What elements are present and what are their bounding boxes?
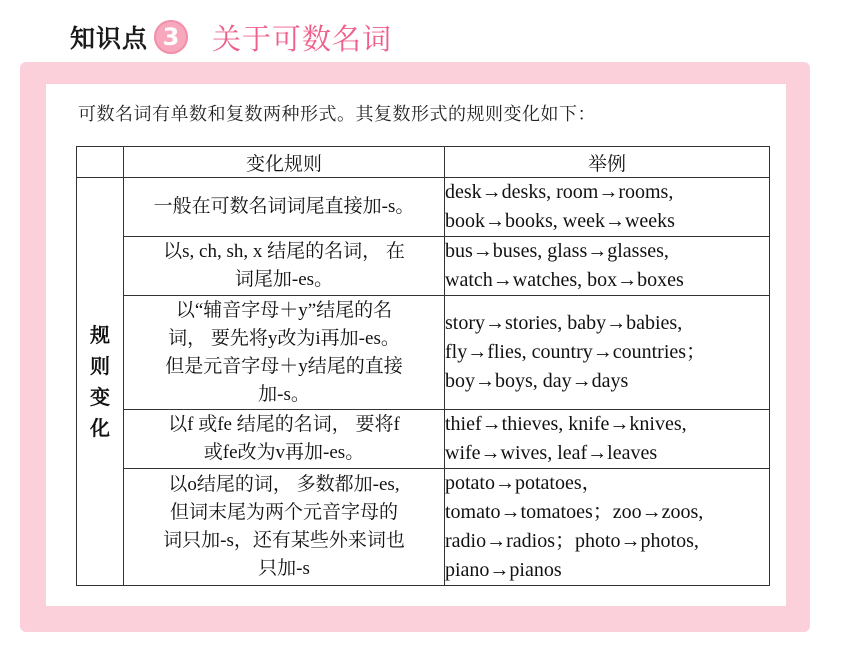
rule-line: 但是元音字母＋y结尾的直接: [165, 355, 403, 377]
rule-line: 或fe改为v再加-es。: [203, 442, 365, 463]
example-cell: [445, 469, 770, 586]
rule-line: 只加-s: [258, 558, 310, 579]
rule-line: 以s, ch, sh, x 结尾的名词， 在: [163, 241, 405, 262]
rule-cell: [124, 410, 445, 469]
example-cell: [445, 178, 770, 237]
table-header-row: [77, 147, 770, 178]
side-label-char: 变: [90, 384, 110, 409]
example-cell: [445, 296, 770, 410]
example-line: wife→wives, leaf→leaves: [445, 442, 658, 464]
side-label-regular-changes: [77, 178, 124, 586]
rule-line: 加-s。: [258, 383, 310, 405]
example-line: fly→flies, country→countries；: [445, 341, 707, 363]
table-row: [77, 296, 770, 410]
example-line: potato→potatoes，: [445, 472, 602, 494]
example-line: desk→desks, room→rooms,: [445, 181, 674, 203]
table-row: [77, 178, 770, 237]
rule-cell: [124, 237, 445, 296]
example-line: piano→pianos: [445, 559, 562, 581]
example-line: tomato→tomatoes；zoo→zoos,: [445, 501, 704, 523]
knowledge-point-label: 知识点: [70, 24, 149, 53]
example-cell: [445, 237, 770, 296]
rule-line: 词尾加-es。: [234, 269, 334, 290]
plural-rules-table: [76, 146, 770, 586]
rule-cell: [124, 178, 445, 237]
rule-line: 词只加-s，还有某些外来词也: [163, 530, 405, 551]
rule-cell: [124, 469, 445, 586]
table-row: [77, 410, 770, 469]
rule-line: 以“辅音字母＋y”结尾的名: [175, 299, 393, 321]
example-line: bus→buses, glass→glasses,: [445, 240, 669, 262]
side-label-char: 化: [90, 415, 110, 440]
example-line: story→stories, baby→babies,: [445, 312, 683, 334]
header-cell-empty: [77, 147, 124, 178]
table-row: [77, 469, 770, 586]
rule-line: 一般在可数名词词尾直接加-s。: [153, 196, 415, 217]
example-line: book→books, week→weeks: [445, 210, 675, 232]
example-cell: [445, 410, 770, 469]
example-line: thief→thieves, knife→knives,: [445, 413, 687, 435]
rule-line: 以f 或fe 结尾的名词， 要将f: [168, 414, 400, 435]
header-cell-rule: 变化规则: [124, 147, 445, 178]
table-row: [77, 237, 770, 296]
section-title: 关于可数名词: [212, 21, 393, 56]
section-header: [70, 14, 392, 60]
rule-line: 词， 要先将y改为i再加-es。: [168, 327, 400, 349]
example-line: boy→boys, day→days: [445, 370, 629, 392]
example-line: watch→watches, box→boxes: [445, 269, 684, 291]
rule-cell: [124, 296, 445, 410]
side-label-char: 规: [90, 322, 110, 347]
header-cell-example: 举例: [445, 147, 770, 178]
example-line: radio→radios；photo→photos,: [445, 530, 699, 552]
rule-line: 但词末尾为两个元音字母的: [169, 502, 398, 523]
side-label-char: 则: [90, 353, 110, 378]
intro-text: 可数名词有单数和复数两种形式。其复数形式的规则变化如下：: [78, 104, 596, 125]
rule-line: 以o结尾的词， 多数都加-es,: [168, 474, 400, 495]
knowledge-point-number-badge: 3: [154, 20, 188, 54]
